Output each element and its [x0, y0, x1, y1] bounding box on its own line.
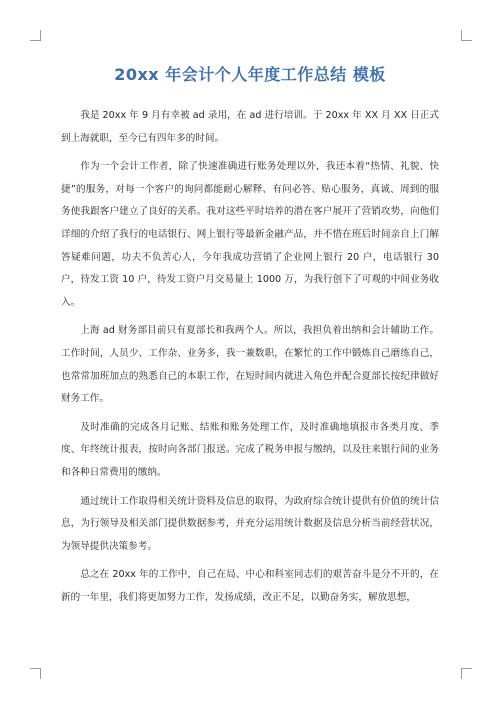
paragraph-6: 总之在 20xx 年的工作中，自己在局、中心和科室同志们的艰苦奋斗是分不开的，在新的一年里，我们将更加努力工作，发扬成绩，改正不足，以勤奋务实，解放思想，: [61, 569, 439, 603]
crop-mark-bottom-right: [461, 668, 472, 679]
paragraph-2: 作为一个会计工作者，除了快速准确进行账务处理以外，我还本着“热情、礼貌、快捷”的服务，对每一个客户的询问都能耐心解释、有问必答、贴心服务，真诚、周到的服务使我跟客户建立了良好的关系。我对这些平时培养的潜在客户展开了营销攻势，向他们详细的介绍了我行的电话银行、网上银行等最新金融产品，并不惜在班后时间亲自上门解答疑难问题，功夫不负苦心人，今年我成功营销了企业网上银行 20 户，电话银行 30 户，待发工资 10 户，待发工资户月交易量上 1000 万，为我行创下了可观的中间业务收入。: [61, 161, 439, 308]
crop-mark-bottom-left: [30, 668, 41, 679]
paragraph-1: 我是 20xx 年 9 月有幸被 ad 录用，在 ad 进行培训。于 20xx 年 XX 月 XX 日正式到上海就职，至今已有四年多的时间。: [61, 110, 439, 144]
document-body: [61, 105, 439, 615]
document-title: 20xx 年会计个人年度工作总结 模板: [114, 65, 386, 84]
paragraph-3: 上海 ad 财务部目前只有夏部长和我两个人。所以，我担负着出纳和会计辅助工作。工作时间，人员少、工作杂、业务多，我一兼数职，在繁忙的工作中锻炼自己磨练自己，也常常加班加点的熟悉自己的本职工作，在短时间内就进入角色并配合夏部长按纪律做好财务工作。: [61, 325, 439, 405]
paragraph-4: 及时准确的完成各月记账、结账和账务处理工作，及时准确地填报市各类月度、季度、年终统计报表，按时向各部门报送。完成了税务申报与缴纳，以及往来银行间的业务和各种日常费用的缴纳。: [61, 421, 439, 478]
crop-mark-top-left: [30, 30, 41, 41]
crop-mark-top-right: [461, 30, 472, 41]
paragraph-5: 通过统计工作取得相关统计资料及信息的取得，为政府综合统计提供有价值的统计信息，为行领导及相关部门提供数据参考，并充分运用统计数据及信息分析当前经营状况，为领导提供决策参考。: [61, 495, 439, 552]
